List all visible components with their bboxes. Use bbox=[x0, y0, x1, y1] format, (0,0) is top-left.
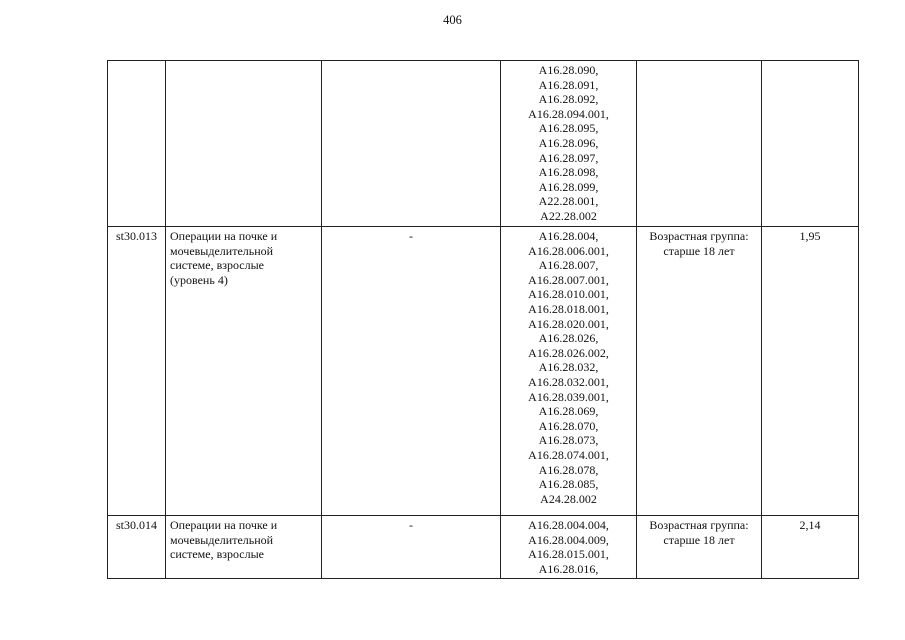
service-code: A22.28.001, bbox=[538, 194, 599, 209]
service-code: A16.28.010.001, bbox=[528, 287, 609, 302]
service-code: A16.28.032.001, bbox=[528, 374, 609, 389]
table-row bbox=[108, 516, 859, 579]
page-number: 406 bbox=[443, 13, 462, 27]
service-code: A16.28.092, bbox=[538, 92, 599, 107]
name-line: мочевыделительной bbox=[170, 532, 274, 547]
service-code: A16.28.007, bbox=[538, 258, 599, 273]
service-code: A16.28.032, bbox=[538, 360, 599, 375]
cell-coefficient bbox=[762, 61, 859, 227]
cell-name bbox=[166, 227, 322, 516]
cell-code: st30.014 bbox=[108, 516, 166, 579]
cell-criteria bbox=[637, 61, 762, 227]
cell-services bbox=[501, 227, 637, 516]
service-code: A16.28.094.001, bbox=[528, 106, 609, 121]
table-row bbox=[108, 61, 859, 227]
cell-code bbox=[108, 61, 166, 227]
cell-name bbox=[166, 61, 322, 227]
criteria-line: Возрастная группа: bbox=[649, 229, 749, 243]
name-line: системе, взрослые bbox=[170, 547, 264, 562]
tariff-table bbox=[107, 60, 859, 579]
cell-criteria bbox=[637, 227, 762, 516]
service-code: A16.28.085, bbox=[538, 477, 599, 492]
cell-criteria bbox=[637, 516, 762, 579]
service-code: A16.28.018.001, bbox=[528, 301, 609, 316]
name-line: Операции на почке и bbox=[170, 229, 278, 243]
cell-coefficient: 2,14 bbox=[762, 516, 859, 579]
table-row bbox=[108, 227, 859, 516]
service-code: A16.28.078, bbox=[538, 462, 599, 477]
service-code: A16.28.070, bbox=[538, 418, 599, 433]
service-code: A16.28.004.004, bbox=[528, 518, 609, 532]
name-line: (уровень 4) bbox=[170, 272, 228, 287]
service-code: A16.28.006.001, bbox=[528, 243, 609, 258]
criteria-line: Возрастная группа: bbox=[649, 518, 749, 532]
service-code: A16.28.026.002, bbox=[528, 345, 609, 360]
service-code: A16.28.095, bbox=[538, 121, 599, 136]
cell-coefficient: 1,95 bbox=[762, 227, 859, 516]
service-code: A16.28.026, bbox=[538, 331, 599, 346]
cell-code: st30.013 bbox=[108, 227, 166, 516]
service-code: A24.28.002 bbox=[540, 491, 597, 506]
service-code: A16.28.069, bbox=[538, 404, 599, 419]
name-line: системе, взрослые bbox=[170, 258, 264, 273]
name-line: мочевыделительной bbox=[170, 243, 274, 258]
service-code: A16.28.090, bbox=[538, 63, 599, 77]
cell-dash: - bbox=[322, 516, 501, 579]
service-code: A16.28.004.009, bbox=[528, 532, 609, 547]
service-code: A16.28.096, bbox=[538, 135, 599, 150]
service-code: A16.28.097, bbox=[538, 150, 599, 165]
service-code: A16.28.099, bbox=[538, 179, 599, 194]
cell-services bbox=[501, 516, 637, 579]
service-code: A16.28.091, bbox=[538, 77, 599, 92]
service-code: A16.28.020.001, bbox=[528, 316, 609, 331]
criteria-line: старше 18 лет bbox=[663, 532, 735, 547]
cell-dash: - bbox=[322, 227, 501, 516]
cell-name bbox=[166, 516, 322, 579]
criteria-line: старше 18 лет bbox=[663, 243, 735, 258]
service-code: A16.28.004, bbox=[538, 229, 599, 243]
cell-dash bbox=[322, 61, 501, 227]
service-code: A16.28.007.001, bbox=[528, 272, 609, 287]
name-line: Операции на почке и bbox=[170, 518, 278, 532]
service-code: A16.28.073, bbox=[538, 433, 599, 448]
service-code: A22.28.002 bbox=[540, 208, 597, 223]
service-code: A16.28.074.001, bbox=[528, 447, 609, 462]
service-code: A16.28.039.001, bbox=[528, 389, 609, 404]
service-code: A16.28.098, bbox=[538, 165, 599, 180]
service-code: A16.28.016, bbox=[538, 561, 599, 576]
cell-services bbox=[501, 61, 637, 227]
service-code: A16.28.015.001, bbox=[528, 547, 609, 562]
